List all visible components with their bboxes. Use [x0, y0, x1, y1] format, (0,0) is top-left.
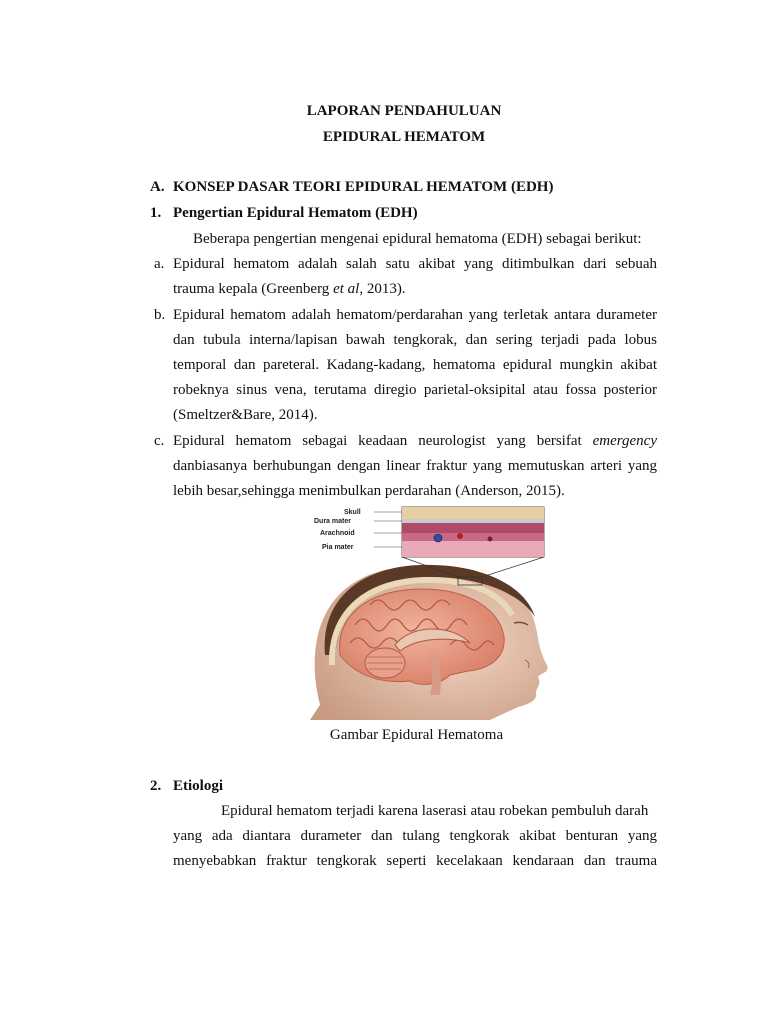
item-b-line-4: robeknya sinus vena, terutama diregio parietal-oksipital atau fossa posterior [173, 382, 657, 398]
meninges-inset [402, 507, 544, 557]
item-b-line-1: Epidural hematom adalah hematom/perdarahan yang terletak antara durameter [173, 307, 657, 323]
item-a-text: trauma kepala (Greenberg [173, 281, 334, 297]
brain-anatomy-figure [300, 505, 552, 720]
subsection-1-marker: 1. [150, 205, 162, 221]
etiology-line-3: menyebabkan fraktur tengkorak seperti kecelakaan kendaraan dan trauma [173, 853, 657, 869]
item-c-text: Epidural hematom sebagai keadaan neurologist yang bersifat [173, 433, 593, 449]
item-a-line-2 [173, 281, 406, 298]
label-leaders [374, 512, 402, 547]
item-a-marker: a. [154, 256, 165, 272]
subsection-2-heading: Etiologi [173, 778, 224, 794]
intro-paragraph: Beberapa pengertian mengenai epidural hematoma (EDH) sebagai berikut: [193, 231, 642, 247]
brain-anatomy-illustration [300, 505, 552, 720]
subsection-1-heading: Pengertian Epidural Hematom (EDH) [173, 205, 418, 221]
etiology-line-1: Epidural hematom terjadi karena laserasi atau robekan pembuluh darah [221, 803, 649, 819]
item-b-line-2: dan tubula interna/lapisan bawah tengkorak, dan sering terjadi pada lobus [173, 332, 657, 348]
report-title: LAPORAN PENDAHULUAN [306, 103, 502, 119]
item-a-citation: , 2013). [359, 281, 406, 297]
etiology-line-2: yang ada diantara durameter dan tulang tengkorak akibat benturan yang [173, 828, 657, 844]
label-pia-mater: Pia mater [322, 544, 354, 551]
figure-caption: Gambar Epidural Hematoma [329, 727, 504, 743]
item-b-line-5: (Smeltzer&Bare, 2014). [173, 407, 318, 423]
item-c-line-3: lebih besar,sehingga menimbulkan perdarahan (Anderson, 2015). [173, 483, 565, 499]
label-arachnoid: Arachnoid [320, 530, 355, 537]
item-c-marker: c. [154, 433, 165, 449]
item-c-line-2: danbiasanya berhubungan dengan linear fraktur yang memutuskan arteri yang [173, 458, 657, 474]
section-a-heading: KONSEP DASAR TEORI EPIDURAL HEMATOM (EDH) [173, 179, 554, 195]
label-dura-mater: Dura mater [314, 518, 351, 525]
item-c-line-1 [173, 433, 657, 450]
item-a-italic: et al [333, 281, 360, 297]
section-a-marker: A. [150, 179, 165, 195]
item-b-marker: b. [154, 307, 166, 323]
item-c-italic: emergency [592, 433, 657, 449]
report-subtitle: EPIDURAL HEMATOM [322, 129, 486, 145]
item-a-line-1: Epidural hematom adalah salah satu akibat yang ditimbulkan dari sebuah [173, 256, 657, 272]
item-b-line-3: temporal dan pareteral. Kadang-kadang, hematoma epidural mungkin akibat [173, 357, 657, 373]
subsection-2-marker: 2. [150, 778, 162, 794]
label-skull: Skull [344, 509, 361, 516]
